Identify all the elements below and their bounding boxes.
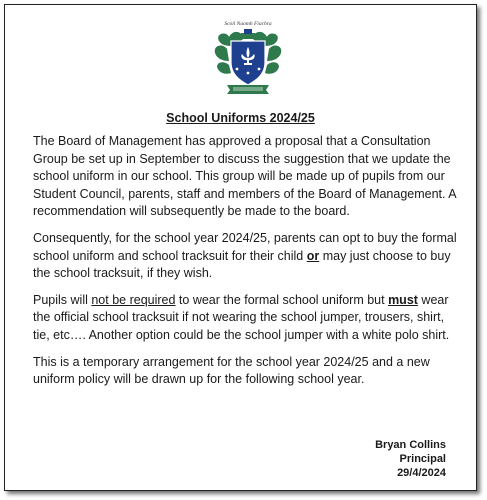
paragraph-text: Consequently, for the school year 2024/25, parents can opt to buy the formal school uniform and school tracksuit for their child [33,230,457,263]
notice-frame [4,4,477,491]
paragraph-temporary: This is a temporary arrangement for the school year 2024/25 and a new uniform policy will be drawn up for the following school year. [33,354,430,387]
school-crest [213,21,283,95]
notice-body [33,133,463,398]
crest-motto: Scoil Naomh Fiachra [224,21,272,27]
signature-role: Principal [399,453,446,465]
page-title: School Uniforms 2024/25 [166,111,315,125]
signature-name: Bryan Collins [375,439,446,451]
emphasis-or: or [306,248,320,263]
underline-not-required: not be required [91,292,176,307]
signature-date: 29/4/2024 [397,467,446,479]
crest-emblem [213,27,283,95]
paragraph-text: may just choose to buy the school tracksuit, if they wish. [33,248,451,281]
paragraph-text: Pupils will [33,292,92,307]
signature-block [375,438,446,480]
paragraph-text: to wear the formal school uniform but [175,292,389,307]
emphasis-must: must [388,292,418,307]
paragraph-uniform-options [33,230,463,283]
paragraph-consultation: The Board of Management has approved a proposal that a Consultation Group be set up in September to discuss the suggestion that we update the school uniform in our school. This group will be made up of pupils from our Student Council, parents, staff and members of the Board of Management. A recommendation will subsequently be made to the board. [33,134,456,219]
paragraph-requirements [33,292,463,345]
paragraph-text: wear the official school tracksuit if not wearing the school jumper, trousers, shirt, tie, etc…. Another option could be the school jumper with a white polo shirt. [33,292,450,342]
